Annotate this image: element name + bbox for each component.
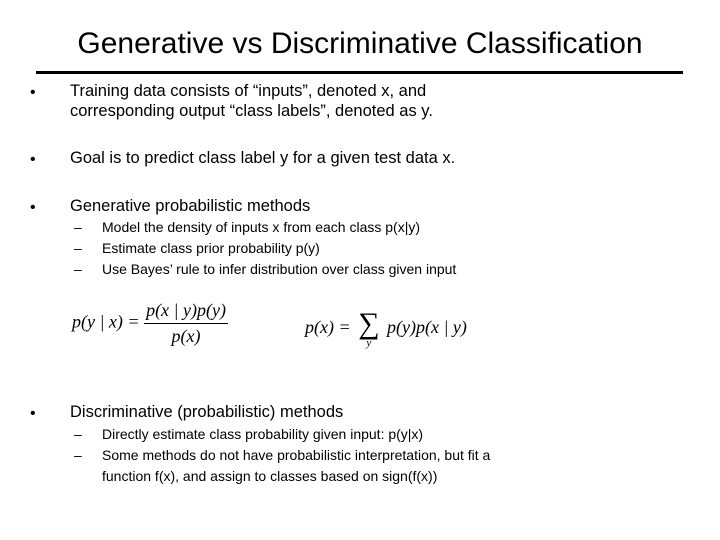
dash-marker: – bbox=[74, 447, 82, 463]
bullet-generative: Generative probabilistic methods bbox=[70, 197, 311, 215]
slide-title: Generative vs Discriminative Classification bbox=[77, 27, 643, 60]
bullet-marker: • bbox=[30, 84, 36, 101]
summation-index: y bbox=[366, 337, 372, 349]
dash-marker: – bbox=[74, 240, 82, 256]
bullet-training-data: Training data consists of “inputs”, denoted x, and corresponding output “class labels”, denoted as y. bbox=[70, 82, 433, 120]
sub-bullet-text: Directly estimate class probability given input: p(y|x) bbox=[102, 426, 424, 442]
bullet-goal: Goal is to predict class label y for a given test data x. bbox=[70, 149, 456, 167]
sub-bullet-text: Some methods do not have probabilistic interpretation, but fit a function f(x), and assign to classes based on sign(f(x)) bbox=[102, 447, 491, 484]
bayes-lhs: p(y | x) = bbox=[72, 311, 140, 332]
dash-marker: – bbox=[74, 426, 82, 442]
sub-bullet-text: Model the density of inputs x from each class p(x|y) bbox=[102, 219, 420, 235]
bullet-marker: • bbox=[30, 151, 36, 168]
sigma-symbol: ∑ bbox=[358, 307, 380, 340]
marginal-formula bbox=[305, 307, 467, 349]
sub-bullet bbox=[74, 217, 634, 238]
sub-bullet bbox=[74, 424, 634, 445]
bullet-marker: • bbox=[30, 405, 36, 422]
sub-bullet-text: Estimate class prior probability p(y) bbox=[102, 240, 320, 256]
bayes-fraction bbox=[144, 300, 228, 347]
bayes-denominator: p(x) bbox=[171, 326, 201, 346]
sub-bullet bbox=[74, 259, 634, 280]
title-divider bbox=[36, 71, 683, 74]
bayes-numerator: p(x | y)p(y) bbox=[144, 300, 228, 324]
bullet-marker: • bbox=[30, 199, 36, 216]
dash-marker: – bbox=[74, 261, 82, 277]
summation bbox=[358, 307, 380, 349]
marginal-lhs: p(x) = bbox=[305, 317, 351, 338]
bullet-discriminative: Discriminative (probabilistic) methods bbox=[70, 403, 344, 421]
sub-bullet bbox=[74, 445, 524, 487]
bayes-rule-formula bbox=[72, 300, 228, 347]
dash-marker: – bbox=[74, 219, 82, 235]
sub-bullet bbox=[74, 238, 634, 259]
marginal-rhs: p(y)p(x | y) bbox=[387, 317, 467, 338]
sub-bullet-text: Use Bayes’ rule to infer distribution over class given input bbox=[102, 261, 457, 277]
